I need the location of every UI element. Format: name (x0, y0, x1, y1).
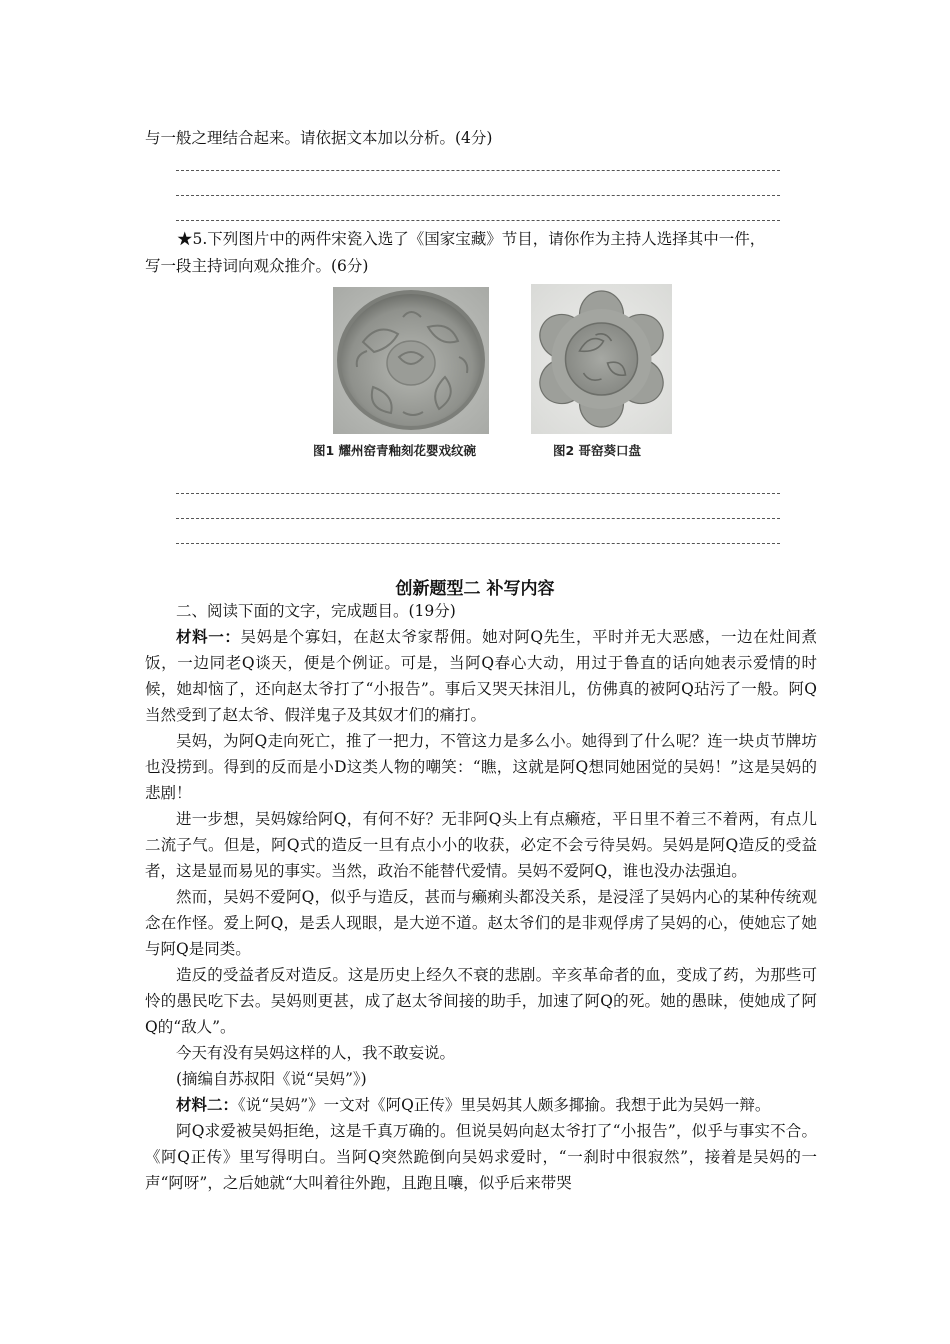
question5-line2: 写一段主持词向观众推介。(6分) (145, 257, 369, 275)
section-title: 创新题型二 补写内容 (395, 579, 555, 599)
question4-tail: 与一般之理结合起来。请依据文本加以分析。(4分) (145, 129, 493, 147)
material1-paragraph: 造反的受益者反对造反。这是历史上经久不衰的悲剧。辛亥革命者的血，变成了药，为那些可怜的愚民吃下去。吴妈则更甚，成了赵太爷间接的助手，加速了阿Q的死。她的愚昧，使她成了阿Q的“敌人”。 (145, 966, 817, 1036)
question5-line1: ★5.下列图片中的两件宋瓷入选了《国家宝藏》节目，请你作为主持人选择其中一件， (177, 230, 766, 248)
material1-paragraph: 然而，吴妈不爱阿Q，似乎与造反，甚而与癞痢头都没关系，是浸淫了吴妈内心的某种传统观念在作怪。爱上阿Q，是丢人现眼，是大逆不道。赵太爷们的是非观俘虏了吴妈的心，使她忘了她与阿Q是同类。 (145, 888, 817, 958)
figure2-caption: 图2 哥窑葵口盘 (553, 443, 642, 458)
material1-source: (摘编自苏叔阳《说“吴妈”》) (176, 1070, 367, 1088)
question2-intro: 二、阅读下面的文字，完成题目。(19分) (176, 602, 456, 620)
figure1-caption: 图1 耀州窑青釉刻花婴戏纹碗 (313, 443, 477, 458)
answer-line (176, 170, 780, 171)
answer-line (176, 195, 780, 196)
answer-line (176, 543, 780, 544)
material1-label: 材料一： (176, 627, 241, 646)
material1-paragraph: 今天有没有吴妈这样的人，我不敢妄说。 (176, 1044, 456, 1062)
material1-paragraph: 进一步想，吴妈嫁给阿Q，有何不好？无非阿Q头上有点癞疮，平日里不着三不着两，有点儿二流子气。但是，阿Q式的造反一旦有点小小的收获，必定不会亏待吴妈。吴妈是阿Q造反的受益者，这是显而易见的事实。当然，政治不能替代爱情。吴妈不爱阿Q，谁也没办法强迫。 (145, 810, 817, 880)
figure1-bowl-image (333, 287, 489, 434)
answer-line (176, 518, 780, 519)
answer-line (176, 493, 780, 494)
material1-paragraph: 材料一：吴妈是个寡妇，在赵太爷家帮佣。她对阿Q先生，平时并无大恶感，一边在灶间煮饭，一边同老Q谈天，便是个例证。可是，当阿Q春心大动，用过于鲁直的话向她表示爱情的时候，她却恼了，还向赵太爷打了“小报告”。事后又哭天抹泪儿，仿佛真的被阿Q玷污了一般。阿Q当然受到了赵太爷、假洋鬼子及其奴才们的痛打。 (145, 627, 817, 724)
figure2-dish-image (531, 284, 672, 434)
question5 (145, 226, 817, 280)
material2-paragraph: 阿Q求爱被吴妈拒绝，这是千真万确的。但说吴妈向赵太爷打了“小报告”，似乎与事实不合。《阿Q正传》里写得明白。当阿Q突然跪倒向吴妈求爱时，“一刹时中很寂然”，接着是吴妈的一声“阿呀”，之后她就“大叫着往外跑，且跑且嚷，似乎后来带哭 (145, 1122, 817, 1192)
reading-passage (145, 598, 817, 1196)
material2-label: 材料二： (176, 1095, 239, 1114)
material2-paragraph: 材料二：《说“吴妈”》一文对《阿Q正传》里吴妈其人颇多揶揄。我想于此为吴妈一辩。 (176, 1095, 771, 1114)
material1-paragraph: 吴妈，为阿Q走向死亡，推了一把力，不管这力是多么小。她得到了什么呢？连一块贞节牌坊也没捞到。得到的反而是小D这类人物的嘲笑：“瞧，这就是阿Q想同她困觉的吴妈！”这是吴妈的悲剧！ (145, 732, 817, 802)
answer-line (176, 220, 780, 221)
